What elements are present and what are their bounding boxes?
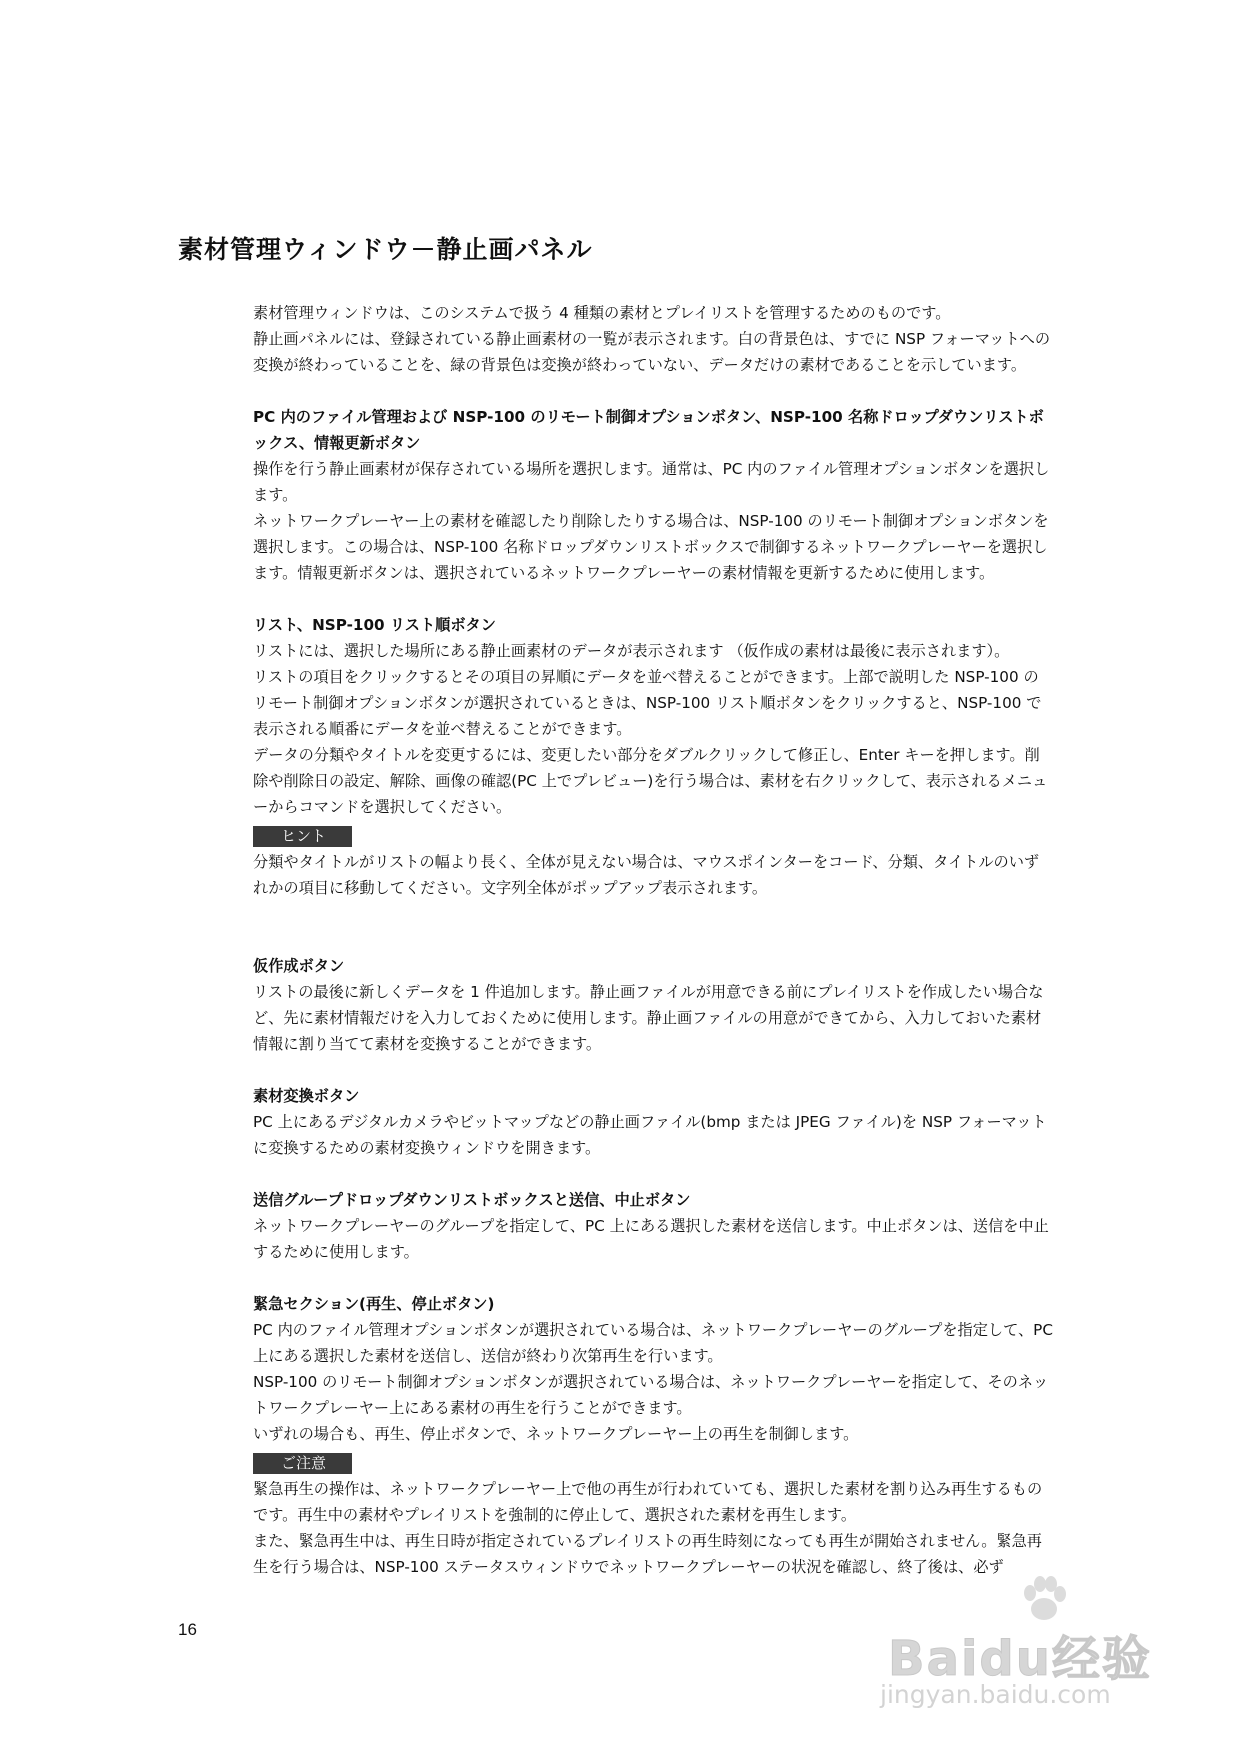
watermark bbox=[868, 1565, 1168, 1715]
section-paragraph: PC 内のファイル管理オプションボタンが選択されている場合は、ネットワークプレーヤーのグループを指定して、PC 上にある選択した素材を送信し、送信が終わり次第再生を行います。 bbox=[253, 1321, 1053, 1365]
section-heading: 送信グループドロップダウンリストボックスと送信、中止ボタン bbox=[253, 1191, 691, 1209]
section-emergency bbox=[253, 1291, 1053, 1447]
section-paragraph: いずれの場合も、再生、停止ボタンで、ネットワークプレーヤー上の再生を制御します。 bbox=[253, 1425, 859, 1443]
section-paragraph: ネットワークプレーヤー上の素材を確認したり削除したりする場合は、NSP-100 のリモート制御オプションボタンを選択します。この場合は、NSP-100 名称ドロップダウンリストボックスで制御するネットワークプレーヤーを選択します。情報更新ボタンは、選択されているネットワークプレーヤーの素材情報を更新するために使用します。 bbox=[253, 512, 1049, 582]
section-convert bbox=[253, 1083, 1053, 1161]
section-list bbox=[253, 612, 1053, 820]
section-paragraph: リストの最後に新しくデータを 1 件追加します。静止画ファイルが用意できる前にプレイリストを作成したい場合など、先に素材情報だけを入力しておくために使用します。静止画ファイルの用意ができてから、入力しておいた素材情報に割り当てて素材を変換することができます。 bbox=[253, 983, 1044, 1053]
watermark-brand: Baidu经验 bbox=[888, 1631, 1152, 1687]
caution-text: また、緊急再生中は、再生日時が指定されているプレイリストの再生時刻になっても再生が開始されません。緊急再生を行う場合は、NSP-100 ステータスウィンドウでネットワークプレーヤーの状況を確認し、終了後は、必ず bbox=[253, 1532, 1042, 1576]
watermark-url: jingyan.baidu.com bbox=[880, 1680, 1111, 1709]
spacer bbox=[253, 927, 1053, 953]
section-location bbox=[253, 404, 1053, 586]
paw-icon bbox=[1018, 1573, 1070, 1625]
section-provisional bbox=[253, 953, 1053, 1057]
section-heading: 仮作成ボタン bbox=[253, 957, 345, 975]
section-paragraph: リストの項目をクリックするとその項目の昇順にデータを並べ替えることができます。上部で説明した NSP-100 のリモート制御オプションボタンが選択されているときは、NSP-100 リスト順ボタンをクリックすると、NSP-100 で表示される順番にデータを並べ替えることができます。 bbox=[253, 668, 1042, 738]
hint-text: 分類やタイトルがリストの幅より長く、全体が見えない場合は、マウスポインターをコード、分類、タイトルのいずれかの項目に移動してください。文字列全体がポップアップ表示されます。 bbox=[253, 853, 1040, 897]
section-heading: PC 内のファイル管理および NSP-100 のリモート制御オプションボタン、NSP-100 名称ドロップダウンリストボックス、情報更新ボタン bbox=[253, 408, 1044, 452]
section-heading: リスト、NSP-100 リスト順ボタン bbox=[253, 616, 496, 634]
caution-badge: ご注意 bbox=[253, 1453, 352, 1474]
page-number: 16 bbox=[178, 1620, 197, 1639]
hint-badge: ヒント bbox=[253, 826, 352, 847]
spacer bbox=[253, 901, 1053, 927]
page-title: 素材管理ウィンドウ－静止画パネル bbox=[178, 235, 593, 264]
section-paragraph: データの分類やタイトルを変更するには、変更したい部分をダブルクリックして修正し、Enter キーを押します。削除や削除日の設定、解除、画像の確認(PC 上でプレビュー)を行う場合は、素材を右クリックして、表示されるメニューからコマンドを選択してください。 bbox=[253, 746, 1048, 816]
caution-text: 緊急再生の操作は、ネットワークプレーヤー上で他の再生が行われていても、選択した素材を割り込み再生するものです。再生中の素材やプレイリストを強制的に停止して、選択された素材を再生します。 bbox=[253, 1480, 1043, 1524]
caution-box bbox=[253, 1447, 1053, 1580]
section-heading: 緊急セクション(再生、停止ボタン) bbox=[253, 1295, 495, 1313]
section-paragraph: ネットワークプレーヤーのグループを指定して、PC 上にある選択した素材を送信します。中止ボタンは、送信を中止するために使用します。 bbox=[253, 1217, 1049, 1261]
section-paragraph: NSP-100 のリモート制御オプションボタンが選択されている場合は、ネットワークプレーヤーを指定して、そのネットワークプレーヤー上にある素材の再生を行うことができます。 bbox=[253, 1373, 1049, 1417]
intro-paragraph: 静止画パネルには、登録されている静止画素材の一覧が表示されます。白の背景色は、すでに NSP フォーマットへの変換が終わっていることを、緑の背景色は変換が終わっていない、データだけの素材であることを示しています。 bbox=[253, 330, 1051, 374]
intro-paragraph: 素材管理ウィンドウは、このシステムで扱う 4 種類の素材とプレイリストを管理するためのものです。 bbox=[253, 304, 951, 322]
section-heading: 素材変換ボタン bbox=[253, 1087, 360, 1105]
hint-box bbox=[253, 820, 1053, 901]
document-body bbox=[253, 300, 1053, 1580]
section-paragraph: PC 上にあるデジタルカメラやビットマップなどの静止画ファイル(bmp または JPEG ファイル)を NSP フォーマットに変換するための素材変換ウィンドウを開きます。 bbox=[253, 1113, 1047, 1157]
section-send bbox=[253, 1187, 1053, 1265]
section-paragraph: リストには、選択した場所にある静止画素材のデータが表示されます （仮作成の素材は最後に表示されます）。 bbox=[253, 642, 1010, 660]
section-paragraph: 操作を行う静止画素材が保存されている場所を選択します。通常は、PC 内のファイル管理オプションボタンを選択します。 bbox=[253, 460, 1050, 504]
intro-section bbox=[253, 300, 1053, 378]
